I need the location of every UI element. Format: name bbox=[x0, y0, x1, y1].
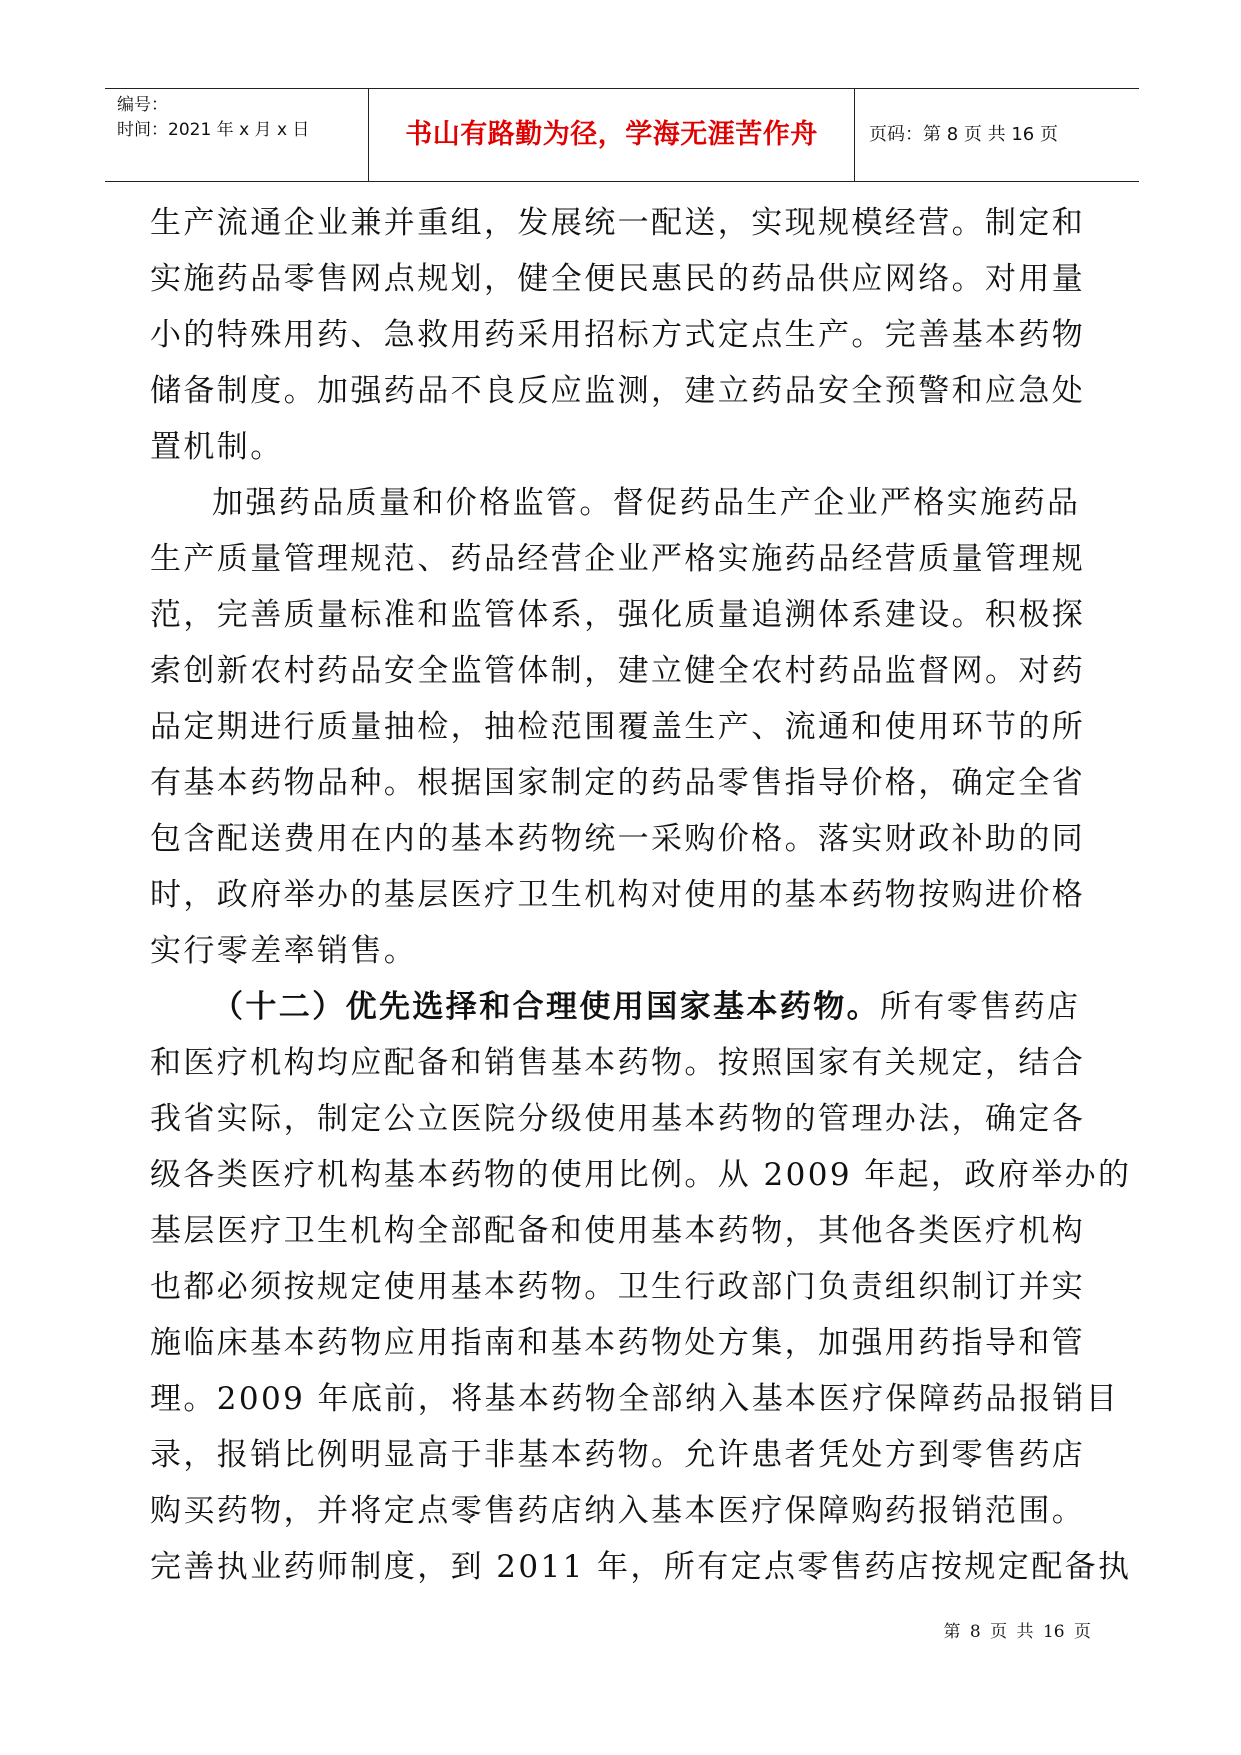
body-line: 也都必须按规定使用基本药物。卫生行政部门负责组织制订并实 bbox=[150, 1269, 1086, 1305]
body-line: 包含配送费用在内的基本药物统一采购价格。落实财政补助的同 bbox=[150, 821, 1086, 857]
body-line: 和医疗机构均应配备和销售基本药物。按照国家有关规定，结合 bbox=[150, 1045, 1086, 1081]
header-motto: 书山有路勤为径，学海无涯苦作舟 bbox=[405, 119, 818, 150]
header-meta-cell bbox=[105, 89, 369, 181]
body-line: 完善执业药师制度，到 2011 年，所有定点零售药店按规定配备执 bbox=[150, 1549, 1132, 1585]
body-line: 置机制。 bbox=[150, 429, 284, 465]
section-heading: （十二）优先选择和合理使用国家基本药物。 bbox=[212, 989, 880, 1025]
body-line: 生产流通企业兼并重组，发展统一配送，实现规模经营。制定和 bbox=[150, 205, 1086, 241]
document-number-label: 编号： bbox=[117, 95, 168, 115]
body-line: 施临床基本药物应用指南和基本药物处方集，加强用药指导和管 bbox=[150, 1325, 1086, 1361]
body-line: 索创新农村药品安全监管体制，建立健全农村药品监督网。对药 bbox=[150, 653, 1086, 689]
paragraph-start-line: 加强药品质量和价格监管。督促药品生产企业严格实施药品 bbox=[212, 485, 1081, 521]
body-line: 实施药品零售网点规划，健全便民惠民的药品供应网络。对用量 bbox=[150, 261, 1086, 297]
body-line: 级各类医疗机构基本药物的使用比例。从 2009 年起，政府举办的 bbox=[150, 1157, 1132, 1193]
section-heading-line bbox=[150, 979, 1090, 1035]
body-line: 我省实际，制定公立医院分级使用基本药物的管理办法，确定各 bbox=[150, 1101, 1086, 1137]
body-line: 生产质量管理规范、药品经营企业严格实施药品经营质量管理规 bbox=[150, 541, 1086, 577]
body-line: 实行零差率销售。 bbox=[150, 933, 418, 969]
body-line: 范，完善质量标准和监管体系，强化质量追溯体系建设。积极探 bbox=[150, 597, 1086, 633]
header-page-code: 页码：第 8 页 共 16 页 bbox=[869, 124, 1058, 145]
body-line: 储备制度。加强药品不良反应监测，建立药品安全预警和应急处 bbox=[150, 373, 1086, 409]
section-heading-tail: 所有零售药店 bbox=[880, 989, 1081, 1025]
body-line: 购买药物，并将定点零售药店纳入基本医疗保障购药报销范围。 bbox=[150, 1493, 1086, 1529]
body-line: 有基本药物品种。根据国家制定的药品零售指导价格，确定全省 bbox=[150, 765, 1086, 801]
body-line: 录，报销比例明显高于非基本药物。允许患者凭处方到零售药店 bbox=[150, 1437, 1086, 1473]
page-footer: 第 8 页 共 16 页 bbox=[943, 1622, 1091, 1642]
body-line: 基层医疗卫生机构全部配备和使用基本药物，其他各类医疗机构 bbox=[150, 1213, 1086, 1249]
body-line: 理。2009 年底前，将基本药物全部纳入基本医疗保障药品报销目 bbox=[150, 1381, 1120, 1417]
body-line: 时，政府举办的基层医疗卫生机构对使用的基本药物按购进价格 bbox=[150, 877, 1086, 913]
document-body bbox=[150, 195, 1132, 1595]
document-header bbox=[105, 88, 1139, 182]
body-line: 品定期进行质量抽检，抽检范围覆盖生产、流通和使用环节的所 bbox=[150, 709, 1086, 745]
document-time-label: 时间：2021 年 x 月 x 日 bbox=[117, 120, 310, 140]
header-motto-cell bbox=[369, 89, 855, 181]
header-pagecode-cell bbox=[855, 89, 1139, 181]
body-line: 小的特殊用药、急救用药采用招标方式定点生产。完善基本药物 bbox=[150, 317, 1086, 353]
